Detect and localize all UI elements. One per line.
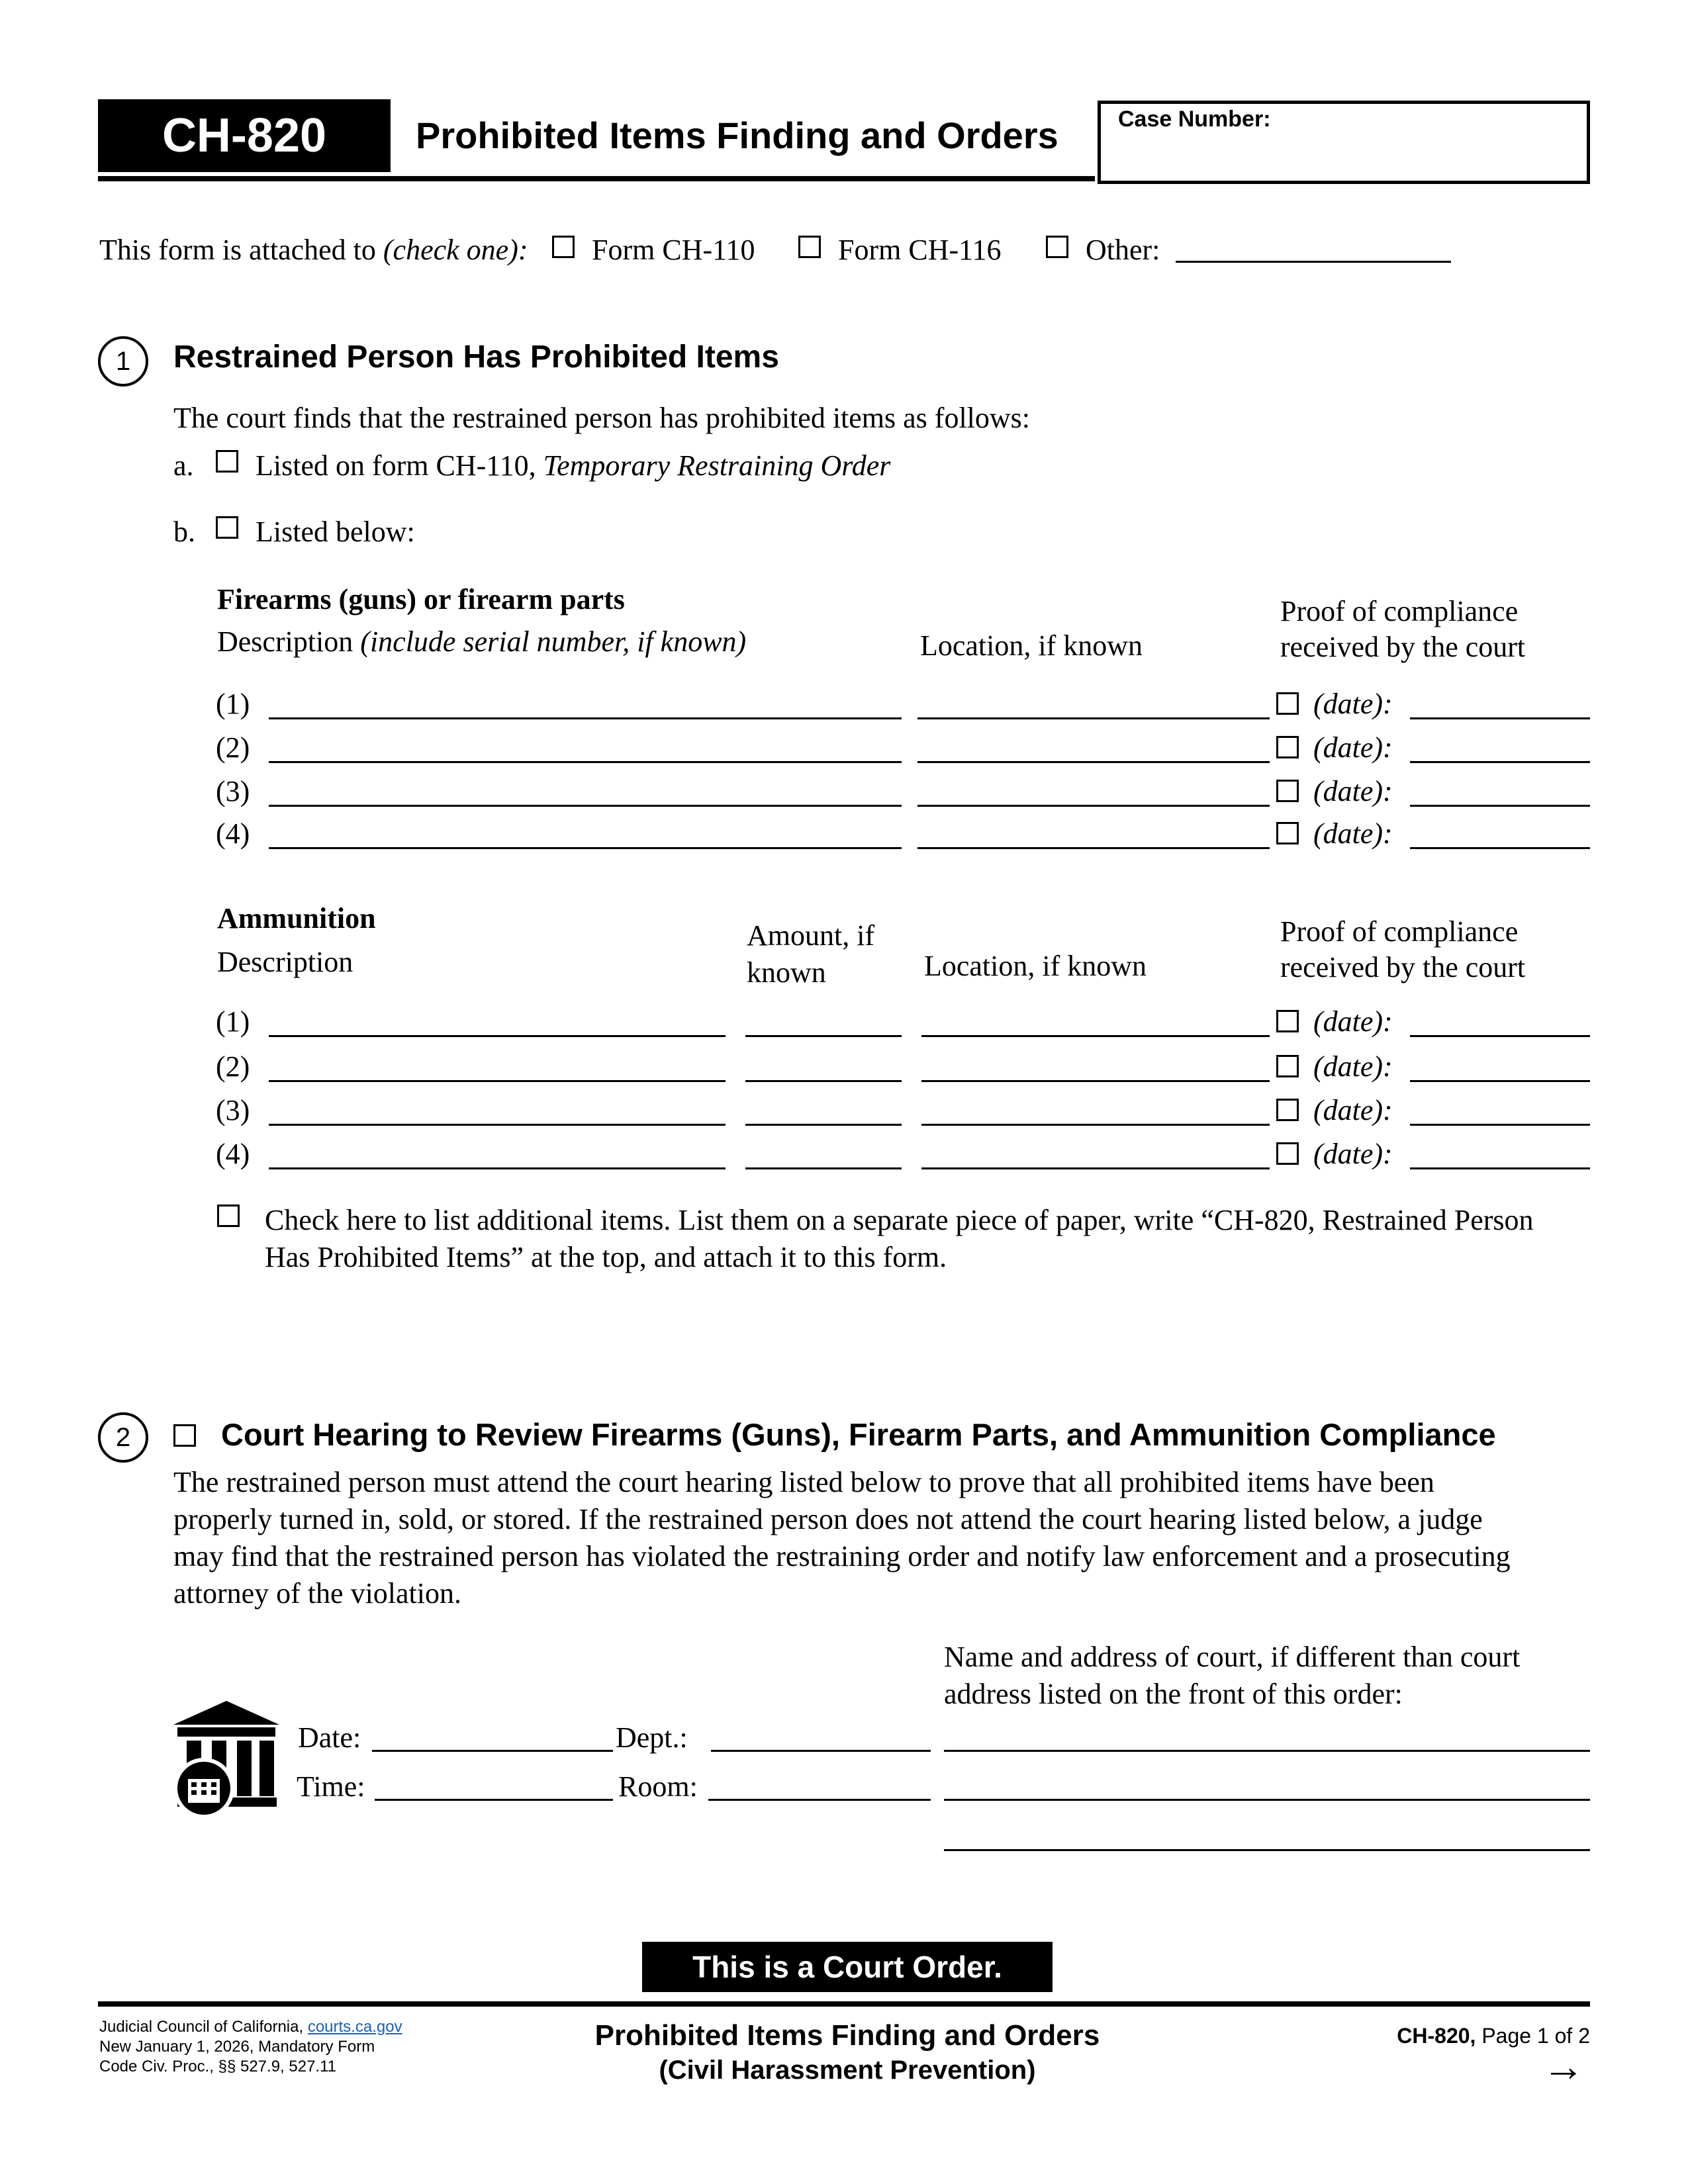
- firearm-row-number: (4): [216, 817, 250, 850]
- courts-link[interactable]: courts.ca.gov: [307, 2018, 402, 2036]
- court-order-banner-text: This is a Court Order.: [692, 1950, 1002, 1984]
- firearm-description-field[interactable]: [269, 805, 902, 807]
- firearm-row-number: (2): [216, 731, 250, 764]
- form-id: CH-820: [162, 109, 327, 162]
- hearing-dept-label: Dept.:: [616, 1721, 688, 1754]
- hearing-room-label: Room:: [618, 1770, 698, 1803]
- checkbox-item-a[interactable]: [216, 450, 238, 473]
- ammunition-date-field[interactable]: [1410, 1035, 1590, 1037]
- case-number-box[interactable]: [1098, 101, 1590, 184]
- additional-items-line-2: Has Prohibited Items” at the top, and attach it to this form.: [265, 1241, 947, 1273]
- option-form-ch116: Form CH-116: [838, 234, 1002, 266]
- other-field[interactable]: [1176, 261, 1451, 263]
- firearm-proof-checkbox[interactable]: [1276, 780, 1299, 802]
- hearing-room-field[interactable]: [708, 1799, 931, 1801]
- ammunition-location-field[interactable]: [921, 1035, 1270, 1037]
- firearm-proof-checkbox[interactable]: [1276, 822, 1299, 844]
- ammunition-amount-field[interactable]: [745, 1035, 902, 1037]
- ammunition-description-field[interactable]: [269, 1035, 726, 1037]
- firearm-description-field[interactable]: [269, 761, 902, 763]
- ammunition-description-field[interactable]: [269, 1080, 726, 1082]
- item-b-text: Listed below:: [256, 516, 415, 548]
- firearm-location-field[interactable]: [917, 717, 1270, 719]
- form-id-block: [98, 99, 391, 172]
- case-number-label: Case Number:: [1118, 107, 1271, 132]
- firearm-description-field[interactable]: [269, 717, 902, 719]
- ammunition-row-number: (4): [216, 1138, 250, 1170]
- hearing-dept-field[interactable]: [711, 1750, 931, 1752]
- ammunition-row-number: (1): [216, 1005, 250, 1038]
- footer-left: Judicial Council of California, courts.ca.gov New January 1, 2026, Mandatory Form Code Civ. Proc., §§ 527.9, 527.11: [99, 2018, 402, 2075]
- header-rule: [98, 176, 1095, 181]
- firearm-row-number: (3): [216, 775, 250, 807]
- firearm-proof-checkbox[interactable]: [1276, 736, 1299, 758]
- item-a-text: Listed on form CH-110, Temporary Restraining Order: [256, 449, 891, 482]
- firearm-row-number: (1): [216, 688, 250, 720]
- attached-prefix: This form is attached to (check one):: [99, 234, 528, 266]
- ammunition-proof-checkbox[interactable]: [1276, 1142, 1299, 1165]
- section-1-heading: Restrained Person Has Prohibited Items: [173, 340, 779, 375]
- firearm-location-field[interactable]: [917, 761, 1270, 763]
- firearms-proof-header-2: received by the court: [1280, 631, 1526, 663]
- item-a-label: a.: [173, 449, 194, 482]
- footer-title: Prohibited Items Finding and Orders: [594, 2019, 1100, 2052]
- additional-items-line-1: Check here to list additional items. List them on a separate piece of paper, write “CH-820, Restrained Person: [265, 1204, 1534, 1236]
- section-1-number: 1: [98, 336, 148, 387]
- item-b-label: b.: [173, 516, 195, 548]
- court-address-note-2: address listed on the front of this order:: [944, 1678, 1403, 1710]
- ammunition-proof-checkbox[interactable]: [1276, 1055, 1299, 1077]
- section-2-paragraph: The restrained person must attend the court hearing listed below to prove that all prohibited items have been properly turned in, sold, or stored. If the restrained person does not attend the court hearing listed below, a judge may find that the restrained person has violated the restraining order and notify law enforcement and a prosecuting attorney of the violation.: [173, 1466, 1511, 1610]
- firearms-description-header: Description (include serial number, if known): [217, 625, 747, 658]
- checkbox-form-ch110[interactable]: [552, 236, 575, 258]
- ammunition-date-field[interactable]: [1410, 1080, 1590, 1082]
- next-page-arrow-icon[interactable]: →: [1542, 2042, 1585, 2090]
- firearm-date-field[interactable]: [1410, 805, 1590, 807]
- firearm-date-label: (date):: [1313, 775, 1393, 807]
- court-order-banner: [642, 1942, 1053, 1992]
- ammunition-location-field[interactable]: [921, 1124, 1270, 1126]
- ammunition-description-header: Description: [217, 946, 353, 978]
- firearms-title: Firearms (guns) or firearm parts: [217, 583, 625, 615]
- form-title: Prohibited Items Finding and Orders: [416, 114, 1058, 156]
- ammunition-date-label: (date):: [1313, 1050, 1393, 1083]
- footer-subtitle: (Civil Harassment Prevention): [659, 2056, 1036, 2085]
- footer-rule: [98, 2001, 1590, 2007]
- ammunition-location-field[interactable]: [921, 1167, 1270, 1169]
- court-address-field-3[interactable]: [944, 1849, 1590, 1851]
- firearm-location-field[interactable]: [917, 847, 1270, 849]
- ammunition-proof-checkbox[interactable]: [1276, 1010, 1299, 1032]
- firearm-location-field[interactable]: [917, 805, 1270, 807]
- court-address-note-1: Name and address of court, if different than court: [944, 1641, 1521, 1673]
- checkbox-other[interactable]: [1046, 236, 1068, 258]
- ammunition-date-label: (date):: [1313, 1005, 1393, 1038]
- hearing-time-label: Time:: [297, 1770, 365, 1803]
- firearms-location-header: Location, if known: [920, 629, 1143, 662]
- ammunition-proof-checkbox[interactable]: [1276, 1099, 1299, 1121]
- checkbox-form-ch116[interactable]: [798, 236, 821, 258]
- checkbox-additional-items[interactable]: [217, 1205, 240, 1227]
- ammunition-location-field[interactable]: [921, 1080, 1270, 1082]
- ammunition-amount-field[interactable]: [745, 1167, 902, 1169]
- checkbox-item-b[interactable]: [216, 516, 238, 539]
- firearm-date-field[interactable]: [1410, 847, 1590, 849]
- ammunition-row-number: (3): [216, 1094, 250, 1126]
- firearm-proof-checkbox[interactable]: [1276, 692, 1299, 715]
- firearm-date-label: (date):: [1313, 731, 1393, 764]
- firearm-date-field[interactable]: [1410, 761, 1590, 763]
- option-form-ch110: Form CH-110: [592, 234, 755, 266]
- section-1-intro: The court finds that the restrained person has prohibited items as follows:: [173, 402, 1031, 434]
- ammunition-amount-field[interactable]: [745, 1124, 902, 1126]
- firearms-proof-header-1: Proof of compliance: [1280, 595, 1519, 627]
- ammunition-title: Ammunition: [217, 902, 376, 934]
- firearm-date-label: (date):: [1313, 688, 1393, 720]
- firearm-date-label: (date):: [1313, 817, 1393, 850]
- option-other: Other:: [1086, 234, 1160, 266]
- ammunition-description-field[interactable]: [269, 1124, 726, 1126]
- court-address-field-1[interactable]: [944, 1750, 1590, 1752]
- ammunition-proof-header-1: Proof of compliance: [1280, 915, 1519, 948]
- hearing-date-field[interactable]: [372, 1750, 613, 1752]
- hearing-date-label: Date:: [298, 1721, 361, 1754]
- checkbox-court-hearing[interactable]: [173, 1424, 196, 1447]
- ammunition-description-field[interactable]: [269, 1167, 726, 1169]
- footer-page-info: CH-820, Page 1 of 2: [1397, 2024, 1590, 2048]
- ammunition-row-number: (2): [216, 1050, 250, 1083]
- ammunition-date-label: (date):: [1313, 1138, 1393, 1170]
- court-address-field-2[interactable]: [944, 1799, 1590, 1801]
- ammunition-proof-header-2: received by the court: [1280, 951, 1526, 983]
- firearm-description-field[interactable]: [269, 847, 902, 849]
- hearing-time-field[interactable]: [375, 1799, 613, 1801]
- ammunition-location-header: Location, if known: [924, 950, 1147, 982]
- ammunition-date-label: (date):: [1313, 1094, 1393, 1126]
- ammunition-date-field[interactable]: [1410, 1124, 1590, 1126]
- ammunition-date-field[interactable]: [1410, 1167, 1590, 1169]
- ammunition-amount-header-1: Amount, if: [747, 919, 875, 952]
- ammunition-amount-header-2: known: [747, 956, 826, 989]
- ammunition-amount-field[interactable]: [745, 1080, 902, 1082]
- section-2-number: 2: [98, 1412, 148, 1463]
- firearm-date-field[interactable]: [1410, 717, 1590, 719]
- courthouse-calendar-icon: [167, 1698, 286, 1821]
- footer-center: [516, 2019, 1178, 2087]
- section-2-heading: Court Hearing to Review Firearms (Guns), Firearm Parts, and Ammunition Compliance: [221, 1417, 1496, 1452]
